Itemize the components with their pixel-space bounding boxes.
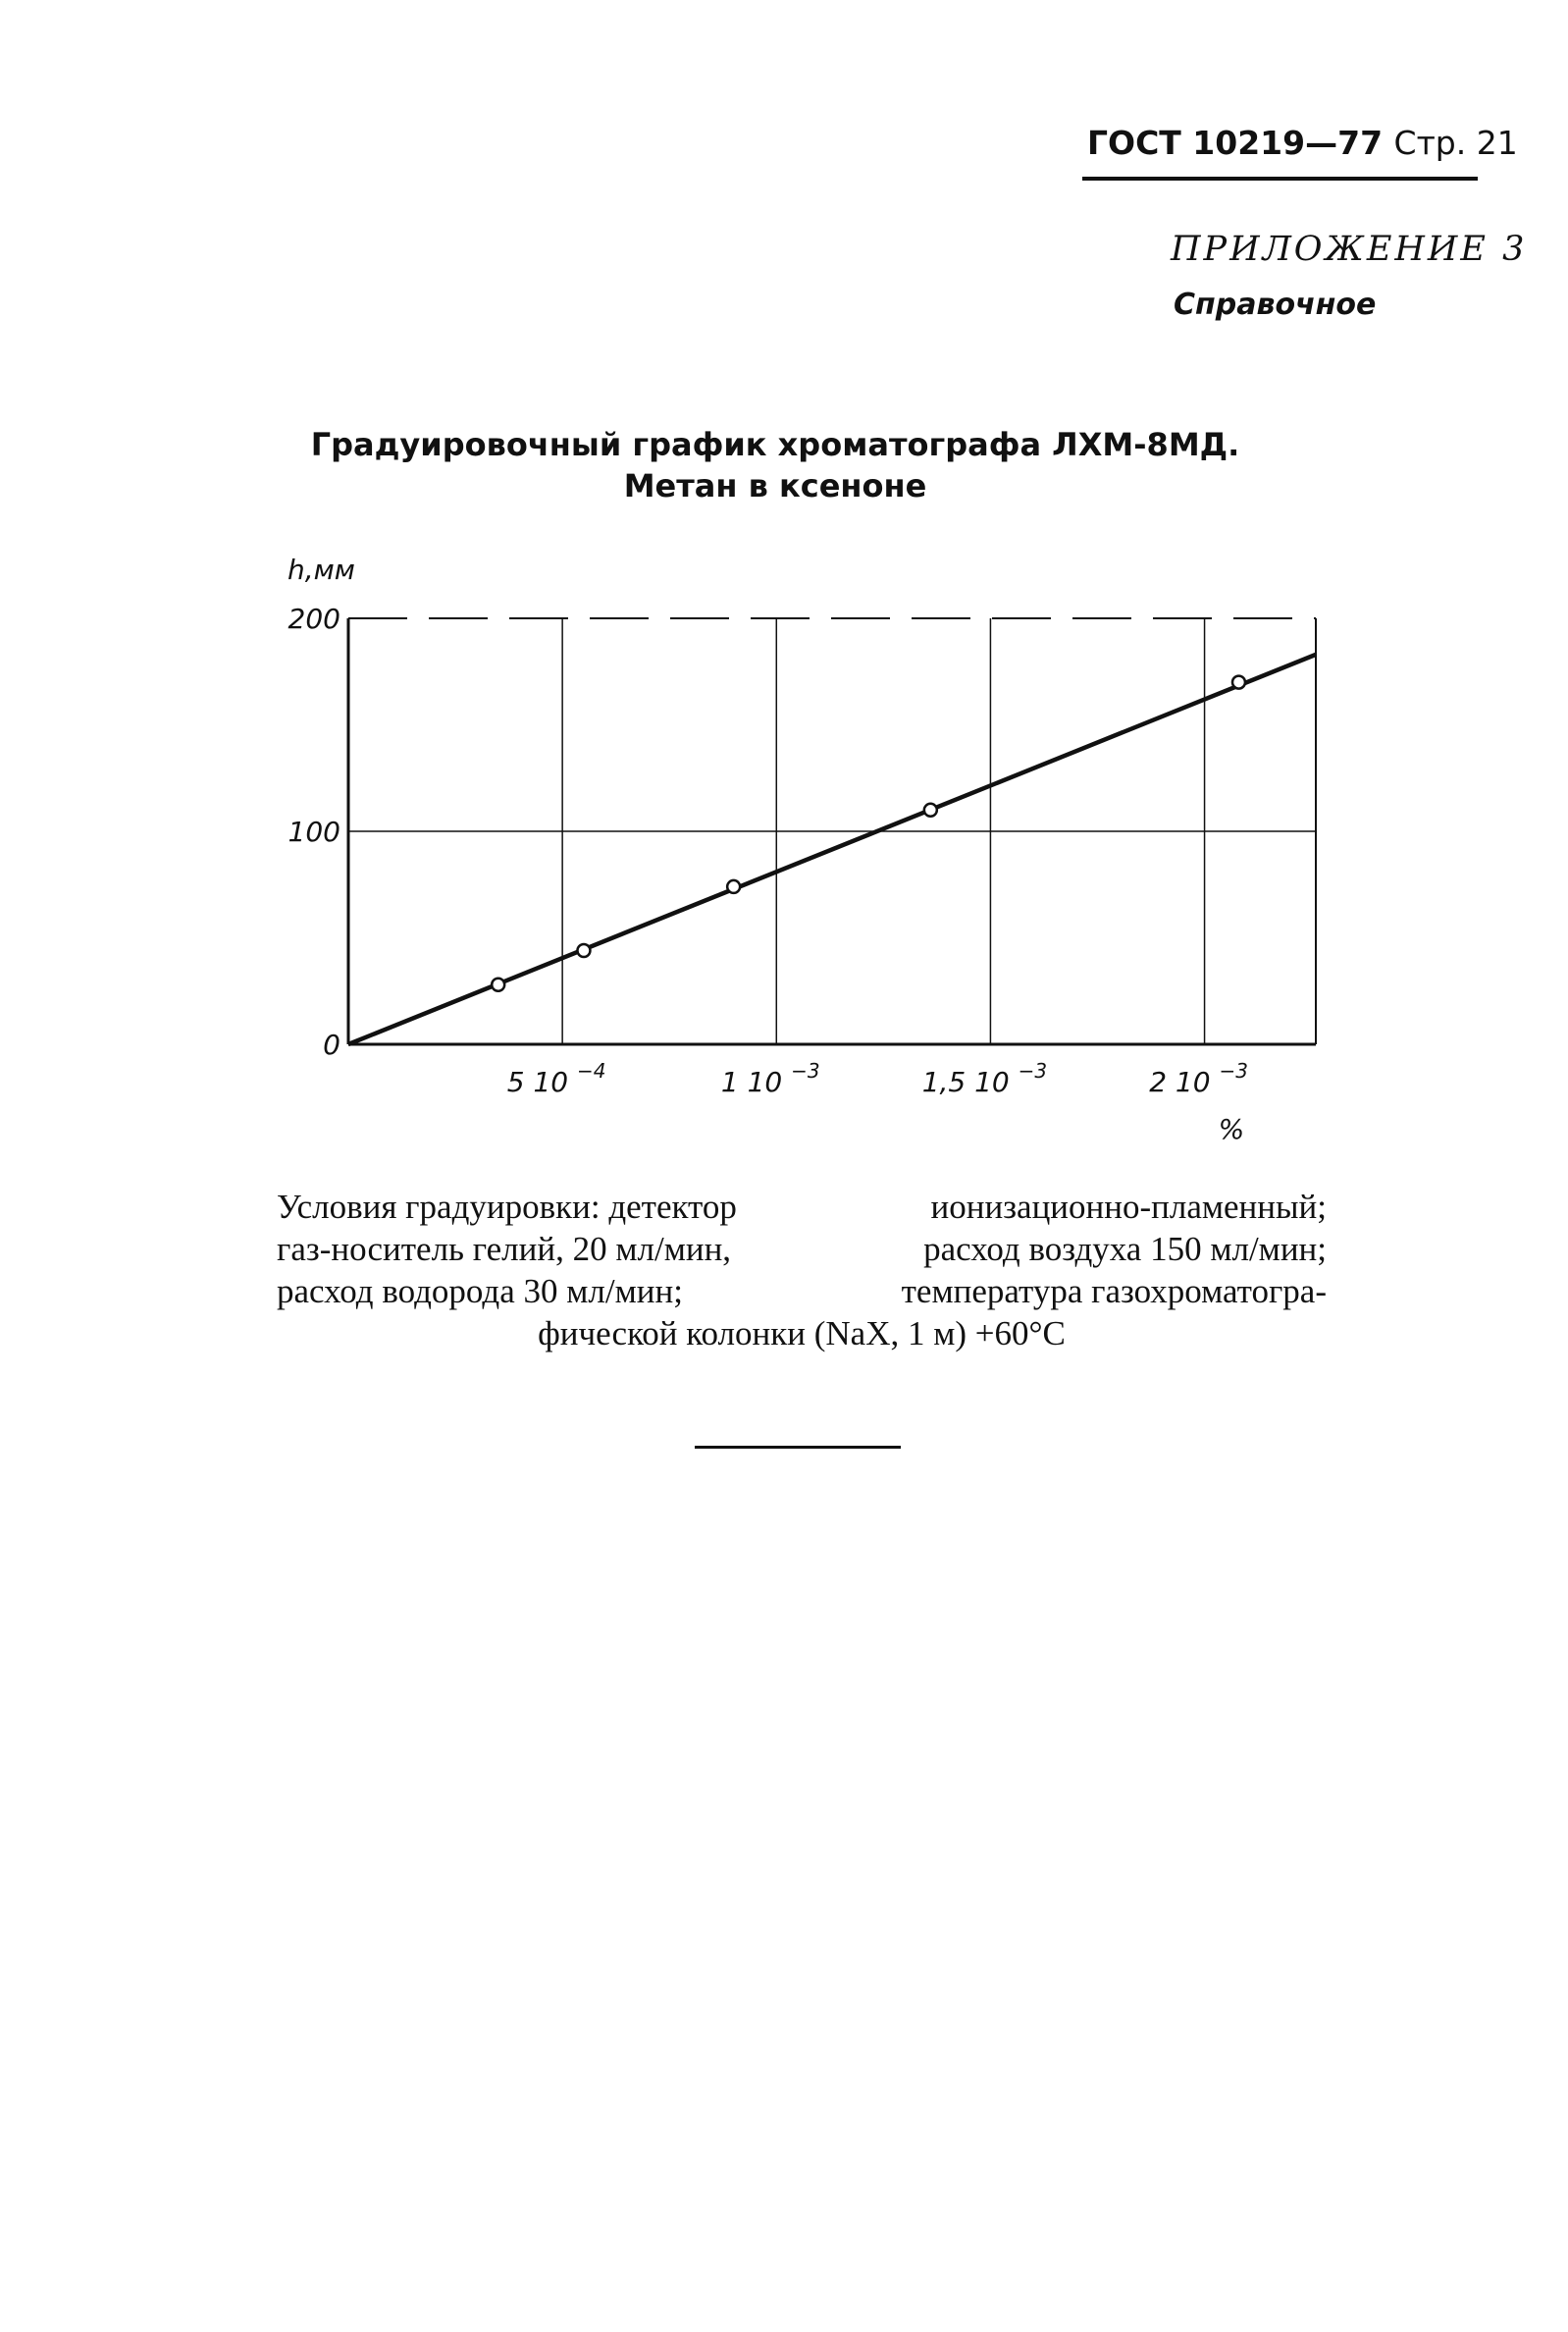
conditions-line [277,1228,1327,1270]
y-tick-label: 100 [287,816,340,848]
conditions-text: расход воздуха 150 мл/мин; [923,1230,1327,1268]
chart-title-line2: Метан в ксеноне [623,467,927,504]
data-point [727,880,740,893]
x-tick-label: 2 10 $^{-3}$ [1149,1059,1248,1098]
conditions-text: Условия градуировки: детектор [277,1188,737,1226]
conditions-line [277,1312,1327,1354]
appendix-subtitle: Справочное [1174,288,1377,322]
x-tick-label: 1,5 10 $^{-3}$ [921,1059,1048,1098]
data-point [577,944,590,957]
appendix-title: ПРИЛОЖЕНИЕ 3 [1171,230,1528,269]
chart-title-line1: Градуировочный график хроматографа ЛХМ-8МД. [310,426,1240,463]
conditions-text: расход водорода 30 мл/мин; [277,1272,683,1310]
data-point [1232,676,1245,689]
conditions-text: температура газохроматогра- [901,1272,1327,1310]
y-tick-label: 0 [323,1029,340,1061]
x-tick-label: 1 10 $^{-3}$ [720,1059,820,1098]
standard-number: ГОСТ 10219—77 [1087,124,1384,162]
y-axis-label: h,мм [287,554,355,586]
data-point [492,979,504,991]
y-tick-label: 200 [287,603,340,635]
page-number: Стр. 21 [1393,124,1518,162]
conditions-line [277,1270,1327,1312]
x-tick-label: 5 10 $^{-4}$ [506,1059,606,1098]
x-axis-label: % [1218,1113,1245,1145]
end-rule [695,1446,901,1449]
data-point [924,804,937,817]
calibration-conditions [277,1186,1327,1354]
conditions-text: газ-носитель гелий, 20 мл/мин, [277,1230,732,1268]
conditions-line [277,1186,1327,1228]
conditions-text: фической колонки (NaX, 1 м) +60°C [538,1314,1066,1352]
conditions-text: ионизационно-пламенный; [930,1188,1327,1226]
